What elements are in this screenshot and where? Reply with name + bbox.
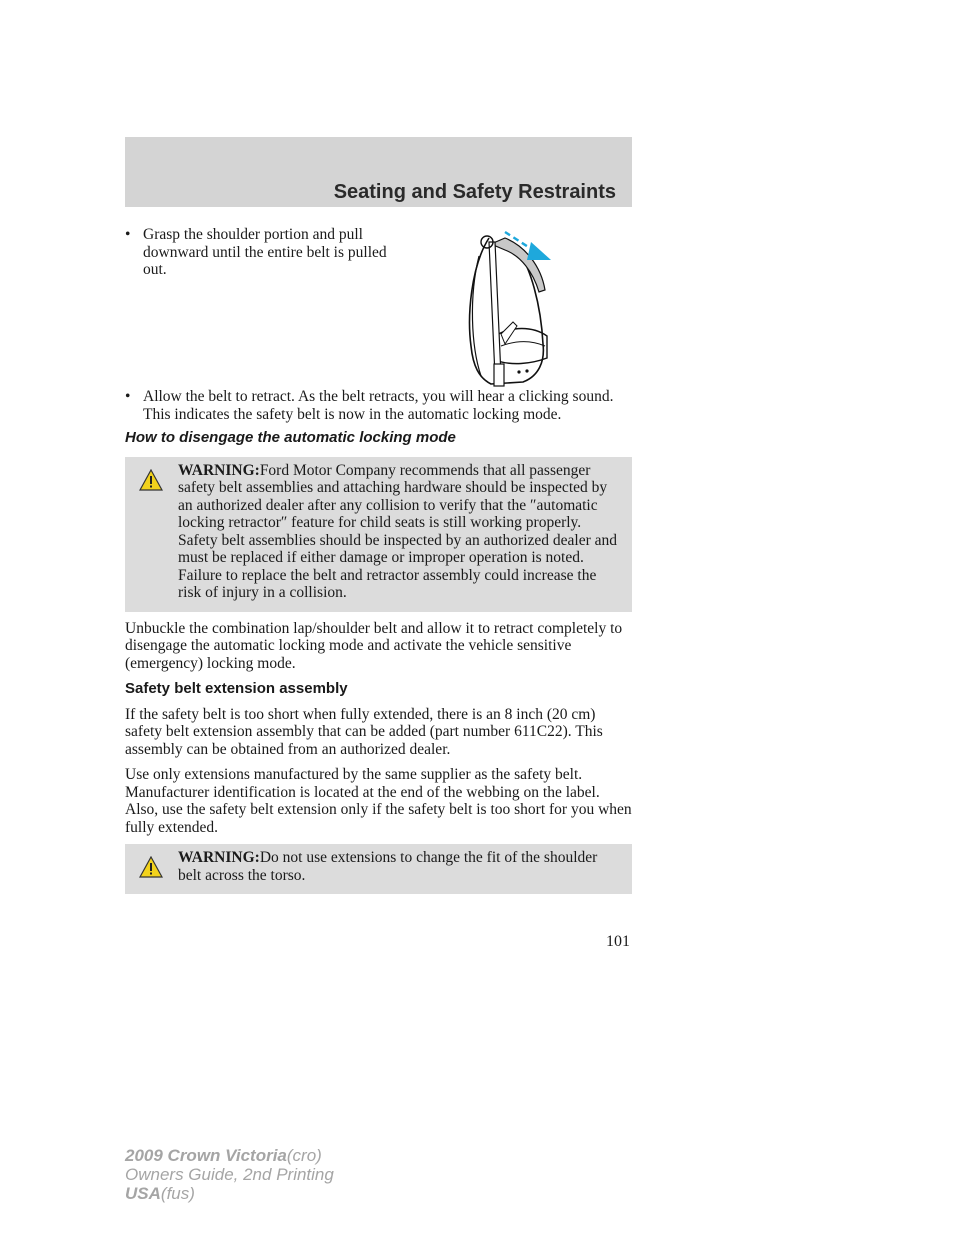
page-header-title: Seating and Safety Restraints (333, 181, 616, 203)
section-heading-disengage: How to disengage the automatic locking mode (125, 429, 456, 446)
warning-box-inspection (125, 457, 632, 612)
paragraph-unbuckle: Unbuckle the combination lap/shoulder belt and allow it to retract completely to disengage the automatic locking mode and activate the vehicle sensitive (emergency) locking mode. (125, 619, 623, 672)
footer-model: 2009 Crown Victoria (125, 1146, 287, 1165)
footer-line-2: Owners Guide, 2nd Printing (125, 1165, 334, 1184)
footer-line-3 (125, 1184, 334, 1203)
warning-text-inspection: Ford Motor Company recommends that all passenger safety belt assemblies and attaching hardware should be inspected by an authorized dealer after any collision to verify that the ″automatic locking retractor″ feature for child seats is still working properly. Safety belt assemblies should be inspected by an authorized dealer and must be replaced if either damage or improper operation is noted. Failure to replace the belt and retractor assembly could increase the risk of injury in a collision. (178, 461, 618, 601)
warning-label: WARNING: (178, 461, 260, 479)
seat-belt-illustration (461, 226, 553, 390)
bullet-text-grasp: Grasp the shoulder portion and pull downward until the entire belt is pulled out. (143, 226, 387, 278)
footer-model-code: (cro) (286, 1146, 322, 1165)
header-band (125, 137, 632, 207)
paragraph-extension-supplier: Use only extensions manufactured by the same supplier as the safety belt. Manufacturer identification is located at the end of the webbing on the label. Also, use the safety belt extension only if the safety belt is too short for you when fully extended. (125, 766, 632, 836)
warning-label: WARNING: (178, 849, 260, 866)
warning-triangle-icon (139, 469, 163, 491)
list-item-grasp (125, 226, 398, 384)
bullet-text-allow: Allow the belt to retract. As the belt retracts, you will hear a clicking sound. This indicates the safety belt is now in the automatic locking mode. (143, 388, 614, 423)
footer-line-1 (125, 1146, 334, 1165)
warning-triangle-icon (139, 856, 163, 878)
warning-text-extensions: Do not use extensions to change the fit of the shoulder belt across the torso. (178, 849, 598, 884)
bullet-icon: • (125, 226, 131, 243)
footer-market: USA (125, 1184, 161, 1203)
warning-box-extensions (125, 844, 632, 894)
list-item-allow (125, 388, 632, 423)
section-heading-extension: Safety belt extension assembly (125, 680, 348, 697)
page-content (125, 226, 632, 894)
page-number: 101 (606, 933, 630, 950)
document-footer (125, 1146, 334, 1203)
paragraph-extension-length: If the safety belt is too short when fully extended, there is an 8 inch (20 cm) safety belt extension assembly that can be added (part number 611C22). This assembly can be obtained from an authorized dealer. (125, 705, 603, 758)
footer-market-code: (fus) (160, 1184, 195, 1203)
bullet-icon: • (125, 388, 131, 405)
